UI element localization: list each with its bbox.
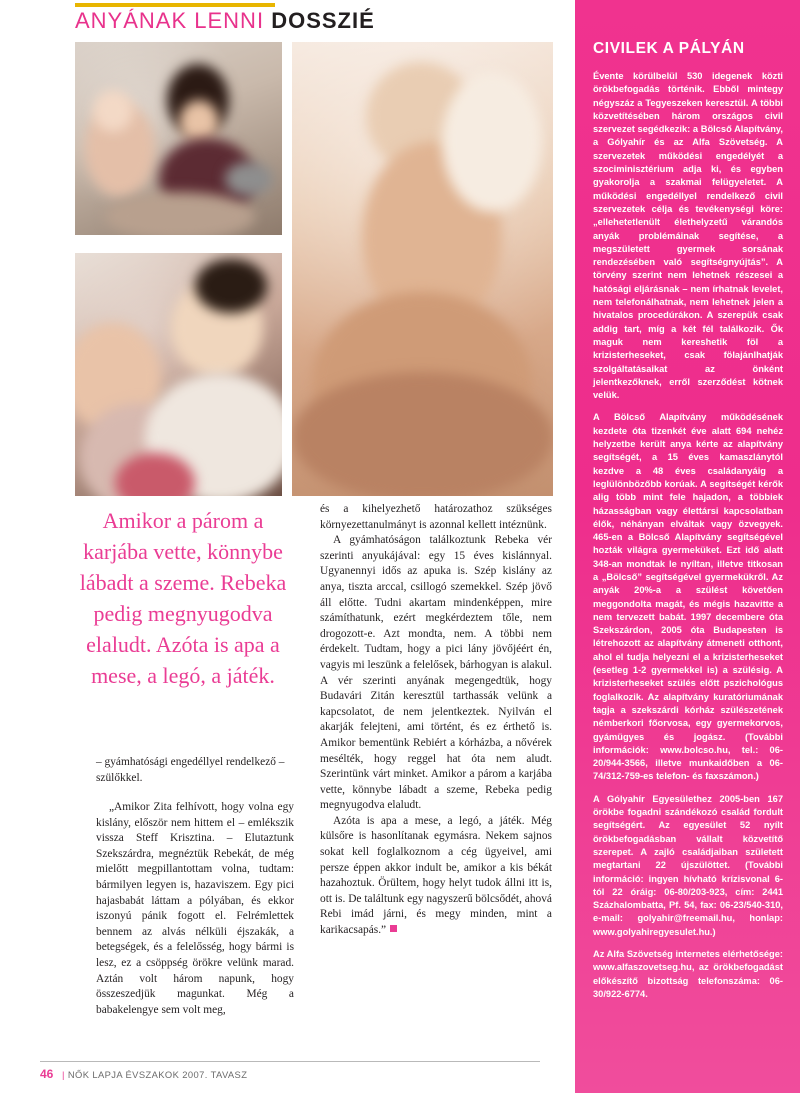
page-title-category: DOSSZIÉ [271,8,375,33]
footer-rule [40,1061,540,1062]
sidebar-paragraph: A Gólyahír Egyesülethez 2005-ben 167 örökbe fogadni szándékozó család fordult segítségért. Az egyesület 52 nyílt örökbefogadásban vállalt közvetítő szerepet. A zajló családjaiban született megtartani 22 újszülöttet. (További információ: ingyen hívható krízisvonal 6-tól 22 óráig: 06-80/203-923, cím: 2441 Százhalombatta, Pf. 54, fax: 06-23/540-310, e-mail: golyahir@freemail.hu, honlap: www.golyahiregyesulet.hu.) [593,793,783,937]
paragraph-text: Azóta is apa a mese, a legó, a játék. Még külsőre is hasonlítanak egymásra. Nekem sajnos sokat kell foglalkoznom a cég ügyeivel, ami persze éppen akkor indult be, amikor a kis békát hazahoztuk. Örültem, hogy helyt tudok állni itt is, ott is. De találtunk egy nagyszerű bölcsődét, ahová Rebi imád járni, és megy minden, mint a karikacsapás.” [320,814,552,937]
page-number: 46 [40,1067,54,1081]
photo-father-and-daughter [75,253,282,496]
byline: – gyámhatósági engedéllyel rendelkező – szülőkkel. [96,756,285,784]
page-footer [0,1053,575,1093]
left-column-body [96,800,294,1018]
photo-baby-in-bath [292,42,553,496]
footer-separator: | [62,1069,65,1080]
page-title-section: ANYÁNAK LENNI [75,8,265,33]
page-title [75,8,375,34]
paragraph: „Amikor Zita felhívott, hogy volna egy kislány, először nem hittem el – emlékszik vissza Steff Krisztina. – Elutaztunk Szekszárdra, megnéztük Rebekát, de még mielőtt megpillantottam volna, tudtam: bármilyen legyen is, hazaviszem. Egy pici hajasbabát láttam a pólyában, és ekkor iszonyú pánik fogott el. Felrémlettek bennem az alvás nélküli éjszakák, a betegségek, és a felelősség, hogy bármi is lesz, ez a csöppség örökre velünk marad. Aztán volt három napunk, hogy összeszedjük magunkat. Még a babakelengye sem volt meg, [96,801,294,1016]
footer-publication [62,1069,247,1080]
end-of-article-mark [390,925,397,932]
sidebar-paragraph: Évente körülbelül 530 idegenek közti örökbefogadás történik. Ebből mintegy négyszáz a Tegyeszeken keresztül. A többi közvetítésében három országos civil szervezet segédkezik: a Bölcső Alapítvány, a Gólyahír és az Alfa Szövetség. A szervezetek működési engedélyét a szociminisztérium adja ki, és egyben gyakorolja a szakmai felügyeletet. A működési engedéllyel rendelkező civil szervezetek célja és tevékenységi köre: „ellehetetlenült élethelyzetű várandós anyák problémáinak segítése, a megszületett gyermek sorsának rendezésében való segítségnyújtás”. A törvény szerint nem lehetnek részesei a hatósági eljárásnak – nem írhatnak levelet, nem telefonálhatnak, nem lehetnek jelen a hivatalos procedúrákon. A szerepük csak addig tart, míg a két fél találkozik. Ők maguk nem kereshetik föl a krizisterheseket, csak fölajánlhatják szolgáltatásaikat az önként jelentkezőknek, erről szerződést kötnek velük. [593,71,783,401]
sidebar-panel [575,0,800,1093]
footer-publication-text: NŐK LAPJA ÉVSZAKOK 2007. TAVASZ [67,1069,248,1080]
sidebar-content [593,40,783,1010]
header-rule [75,3,275,7]
photo-kitchen [75,42,282,235]
paragraph: A gyámhatóságon találkoztunk Rebeka vér szerinti anyukájával: egy 15 éves kislánnyal. Ugyanennyi idős az apuka is. Szép kislány az anya, tiszta arccal, csillogó szemekkel. Szép jövő áll előtte. Tudni akartam mindenképpen, mire számíthatunk, ezért megkérdeztem tőle, nem drogozott-e. Azt mondta, nem. A többi nem érdekelt. Tudtam, hogy a pici lány jövőjéért én, vagyis mi leszünk a felelősek, bárhogyan is alakul. A vér szerinti anyának megengedtük, hogy Budavári Zitán keresztül tarthassák velünk a kapcsolatot, de nem jelentkeztek. Nyilván el akarják felejteni, ami történt, és ez érthető is. Amikor bementünk Rebiért a kórházba, a nővérek mesélték, hogy reggel hat óta nem aludt. Szerintünk várt minket. Amikor a párom a karjába vette, könnybe lábadt a szeme, Rebeka pedig megnyugodva elaludt. [320,534,552,812]
paragraph: és a kihelyezhető határozathoz szükséges környezettanulmányt is azonnal kellett intéznünk. [320,503,552,531]
middle-column-body [320,502,552,939]
sidebar-paragraph: A Bölcső Alapítvány működésének kezdete óta tizenkét éve alatt 694 nehéz helyzetbe került anya kérte az alapítvány segítségét, a 15 éves kamaszlánytól kezdve a 48 éves családanyáig a leglülönbözőbb korúak. A segítségét kérők alig több mint fele hajadon, a többiek házasságban vagy élettársi kapcsolatban élők, néhányan elváltak vagy özvegyek. 465-en a Bölcső Alapítvány segítségével hozták világra gyermeküket. Ezt idő alatt 348-an mondtak le nyíltan, illetve titkosan a „Bölcső” segítségével gyermekükről. Az anyák 20%-a a szülést követően meggondolta magát, és mégis hazavitte a nem tervezett babát. 1997 decembere óta Szekszárdon, 2005 óta Budapesten is létrehozott az alapítvány átmeneti otthont, ahol el tudja helyezni el a krizisterheseket (esetleg 1-2 gyermekkel is) a szülésig. A krizisterheseket szülés előtt pszichológus foglalkozik. Az alapítvány kuratóriumának tagja a szekszárdi kórház szülészetének némberkori főorvosa, egy gyermekorvos, gyámügyes és jogász. (További információk: www.bolcso.hu, tel.: 06-20/944-3566, illetve munkaidőben a 06-74/312-759-es telefon- és faxszámon.) [593,412,783,782]
sidebar-title: CIVILEK A PÁLYÁN [593,40,745,57]
paragraph [320,814,552,939]
pull-quote: Amikor a párom a karjába vette, könnybe lábadt a szeme. Rebeka pedig megnyugodva elaludt. Azóta is apa a mese, a legó, a játék. [79,508,287,688]
sidebar-paragraph: Az Alfa Szövetség internetes elérhetősége: www.alfaszovetseg.hu, az örökbefogadást előkészítő bizottság telefonszáma: 06-30/922-6774. [593,949,783,999]
